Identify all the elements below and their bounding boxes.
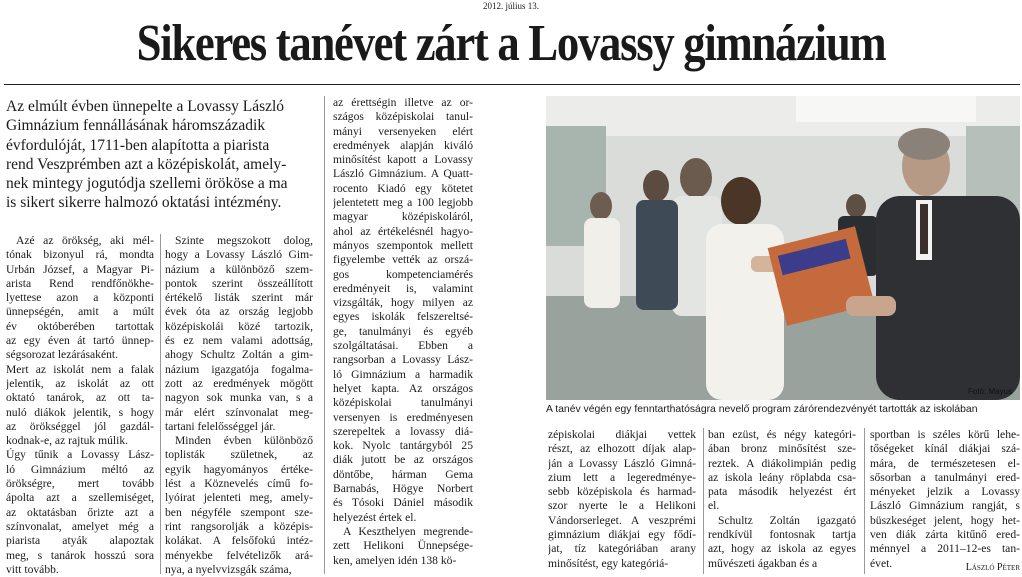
text-line: oktató tanárok, az ott ta- — [6, 391, 154, 405]
text-line: döntőbe, hárman Gema — [333, 467, 473, 481]
text-line: jat, tíz kategóriában arany — [548, 542, 696, 556]
text-line: arista Rend rendfőnökhe- — [6, 276, 154, 290]
text-line: László Gimnázium. A Quatt- — [333, 167, 473, 181]
text-line: Schultz Zoltán igazgató — [718, 513, 856, 527]
text-line: minősítést, egy kategóriá- — [548, 556, 669, 570]
text-line: rocento Kiadó egy kötetet — [333, 181, 473, 195]
text-line: minősítést kapott a Lovassy — [333, 153, 473, 167]
text-line: Szinte megszokott dolog, — [175, 234, 313, 247]
text-line: Azé az örökség, aki mél- — [16, 234, 154, 247]
text-line: szor nyerte le a Helikoni — [548, 499, 696, 513]
text-line: az oktatásban őrizte azt a — [6, 505, 154, 519]
headline-rule — [4, 84, 1020, 85]
text-line: évek óta az ország legjobb — [165, 305, 313, 319]
text-line: szerepeltek a lovassy diá- — [333, 424, 473, 438]
photo-caption: A tanév végén egy fenntarthatóságra nevelő program zárórendezvényét tartották az iskolában — [546, 404, 978, 415]
text-line: és Tósoki Dániel második — [333, 496, 473, 510]
text-line: Mert az iskolát nem a falak — [6, 362, 154, 376]
column-divider — [703, 428, 704, 574]
text-line: Vándorserleget. A veszprémi — [548, 513, 696, 527]
text-line: lyettese azon a központi — [6, 291, 154, 305]
lead-line: nek mintegy jogutódja szellemi örököse a ma — [6, 175, 288, 193]
text-line: tartani felelősséggel jár. — [165, 419, 276, 433]
text-line: ló Gimnázium méltó az — [6, 462, 154, 476]
text-line: színvonalat, amelyet még a — [6, 519, 154, 533]
body-column-5 — [708, 428, 856, 571]
text-line: eredményeit is, valamint — [333, 281, 473, 295]
text-line: László Gimnázium rangját, s — [870, 499, 1020, 513]
text-line: ményeket jelzik a Lovassy — [870, 485, 1020, 499]
text-line: részt, az elhozott díjak alap- — [548, 442, 696, 456]
text-line: sősorban a tanulmányi ered- — [870, 470, 1020, 484]
text-line: magyar középiskoláról, — [333, 210, 473, 224]
text-line: ban ezüst, és négy kategóri- — [708, 428, 856, 441]
text-line: szolgáltatásai. Ebben a — [333, 339, 473, 353]
text-line: toplisták születnek, az — [165, 448, 313, 462]
text-line: ahogy Schultz Zoltán a gim- — [165, 348, 313, 362]
photo-credit: Fotó: Mayus — [967, 387, 1012, 396]
text-line: az érettségin illetve az or- — [333, 96, 473, 109]
text-line: lést a Köznevelés című fo- — [165, 477, 313, 491]
text-line: diák jutott be az országos — [333, 453, 473, 467]
text-line: jelentetett meg a 100 legjobb — [333, 196, 473, 210]
headline: Sikeres tanévet zárt a Lovassy gimnázium — [136, 15, 886, 72]
text-line: ge, tanulmányi és egyéb — [333, 324, 473, 338]
text-line: vizsgálták, hogy milyen az — [333, 296, 473, 310]
text-line: nya, a nyelvvizsgák száma, — [165, 562, 292, 576]
text-line: ján a Lovassy László Gimná- — [548, 456, 696, 470]
text-line: ven diák zárta kitűnő ered- — [870, 528, 1020, 542]
text-line: zott az eredmények mögött — [165, 376, 313, 390]
text-line: ló Gimnázium a harmadik — [333, 367, 473, 381]
text-line: zépiskolai diákjai vettek — [548, 428, 696, 441]
text-line: ken, amelyen idén 138 kö- — [333, 553, 457, 567]
text-line: rendkívül fontosnak tartja — [708, 528, 856, 542]
text-line: egyik hagyományos értéke- — [165, 462, 313, 476]
text-line: jelentik, az iskolát az ott — [6, 376, 154, 390]
text-line: kolákat. A felsőfokú intéz- — [165, 534, 313, 548]
lead-line: is sikert sikerre halmozó oktatási intézmény. — [6, 194, 282, 212]
text-line: évet. — [870, 556, 893, 570]
text-line: hogy a Lovassy László Gim- — [165, 248, 313, 262]
text-line: pata második helyezést ért — [708, 485, 856, 499]
text-line: ahol az értékelésnél hagyo- — [333, 224, 473, 238]
text-line: tőségeket kínál diákjai szá- — [870, 442, 1020, 456]
text-line: ségsorozat lezárásaként. — [6, 348, 119, 362]
text-line: mányos szempontok mellett — [333, 238, 473, 252]
text-line: középiskolai tanulmányi — [333, 396, 473, 410]
text-line: Úgy tűnik a Lovassy Lász- — [6, 448, 154, 462]
text-line: nuló diákok jelentik, s hogy — [6, 405, 154, 419]
text-line: helyet kapta. Az országos — [333, 381, 473, 395]
body-column-4 — [548, 428, 696, 571]
text-line: ünnepségén, amit a múlt — [6, 305, 154, 319]
text-line: ménnyel a 2011–12-es tan- — [870, 542, 1020, 556]
text-line: már elért színvonalat meg- — [165, 405, 313, 419]
lead-line: évfordulóját, 1711-ben alapította a piarista — [6, 136, 270, 154]
body-column-1 — [6, 234, 154, 577]
text-line: kok. Nyolc tantárgyból 25 — [333, 439, 473, 453]
text-line: rint rangsorolják a középis- — [165, 519, 313, 533]
text-line: názium igazgatója fogalma- — [165, 362, 313, 376]
text-line: versenyen is eredményesen — [333, 410, 473, 424]
text-line: zett Helikoni Ünnepsége- — [333, 539, 473, 553]
body-column-6 — [870, 428, 1020, 571]
text-line: meg, s tanárok hosszú sora — [6, 548, 154, 562]
text-line: büszkeséget jelent, hogy het- — [870, 513, 1020, 527]
column-divider — [864, 428, 865, 574]
text-line: Minden évben különböző — [175, 434, 313, 448]
text-line: lyóirat jelenteti meg, amely- — [165, 491, 313, 505]
text-line: A Keszthelyen megrende- — [343, 524, 473, 538]
text-line: ában bronz minősítést sze- — [708, 442, 856, 456]
text-line: ápolta azt a szellemiséget, — [6, 491, 154, 505]
text-line: gimnázium diákjai egy fődí- — [548, 528, 696, 542]
text-line: helyezést értek el. — [333, 510, 417, 524]
text-line: piarista atyák alapoztak — [6, 534, 154, 548]
text-line: év októberében tartottak — [6, 319, 154, 333]
text-line: Barnabás, Högye Norbert — [333, 482, 473, 496]
body-column-2 — [165, 234, 313, 577]
text-line: szágos középiskolai tanul- — [333, 110, 473, 124]
text-line: nagyon sok munka van, s a — [165, 391, 313, 405]
issue-date: 2012. július 13. — [482, 1, 539, 11]
text-line: pontok szerint összeállított — [165, 276, 313, 290]
lead-line: Az elmúlt évben ünnepelte a Lovassy László — [6, 98, 285, 115]
column-divider — [324, 96, 325, 574]
text-line: az iskola leány röplabda csa- — [708, 470, 856, 484]
text-line: vitt tovább. — [6, 562, 59, 576]
text-line: sportban is széles körű lehe- — [870, 428, 1020, 441]
text-line: el. — [708, 499, 720, 513]
text-line: középiskolái közé tartozik, — [165, 319, 313, 333]
text-line: gos kompetenciamérés — [333, 267, 473, 281]
text-line: az egy éven át tartó ünnep- — [6, 334, 154, 348]
text-line: értékelő listák szerint már — [165, 291, 313, 305]
text-line: figyelembe vették az orszá- — [333, 253, 473, 267]
text-line: az örökséggel jól gazdál- — [6, 419, 154, 433]
text-line: azt, hogy az iskola az egyes — [708, 542, 856, 556]
column-divider — [160, 234, 161, 574]
text-line: reztek. A diákolimpián pedig — [708, 456, 856, 470]
text-line: mányi versenyeken elért — [333, 124, 473, 138]
text-line: örökségre, mert tovább — [6, 477, 154, 491]
text-line: kodnak-e, az rajtuk múlik. — [6, 434, 129, 448]
text-line: mára, de természetesen el- — [870, 456, 1020, 470]
text-line: művészeti ágakban és a — [708, 556, 818, 570]
text-line: názium a különböző szem- — [165, 262, 313, 276]
text-line: tónak bizonyul rá, mondta — [6, 248, 154, 262]
lead-line: rend Veszprémben azt a középiskolát, amely- — [6, 155, 287, 173]
text-line: Urbán József, a Magyar Pi- — [6, 262, 154, 276]
lead-line: Gimnázium fennállásának háromszázadik — [6, 117, 266, 135]
text-line: egyes iskolák felszereltsé- — [333, 310, 473, 324]
author-byline: László Péter — [965, 562, 1020, 573]
text-line: zium lett a legeredménye- — [548, 470, 696, 484]
text-line: ben négyféle szempont sze- — [165, 505, 313, 519]
text-line: ményekbe felvételizők ará- — [165, 548, 313, 562]
lead-paragraph — [6, 97, 318, 213]
classroom-scene-image — [546, 96, 1020, 400]
text-line: eredmények alapján kiváló — [333, 138, 473, 152]
body-column-3 — [333, 96, 473, 568]
text-line: rangsorban a Lovassy Lász- — [333, 353, 473, 367]
article-photo — [546, 96, 1020, 400]
text-line: sebb középiskola és harmad- — [548, 485, 696, 499]
text-line: és ez nem valami adottság, — [165, 334, 313, 348]
